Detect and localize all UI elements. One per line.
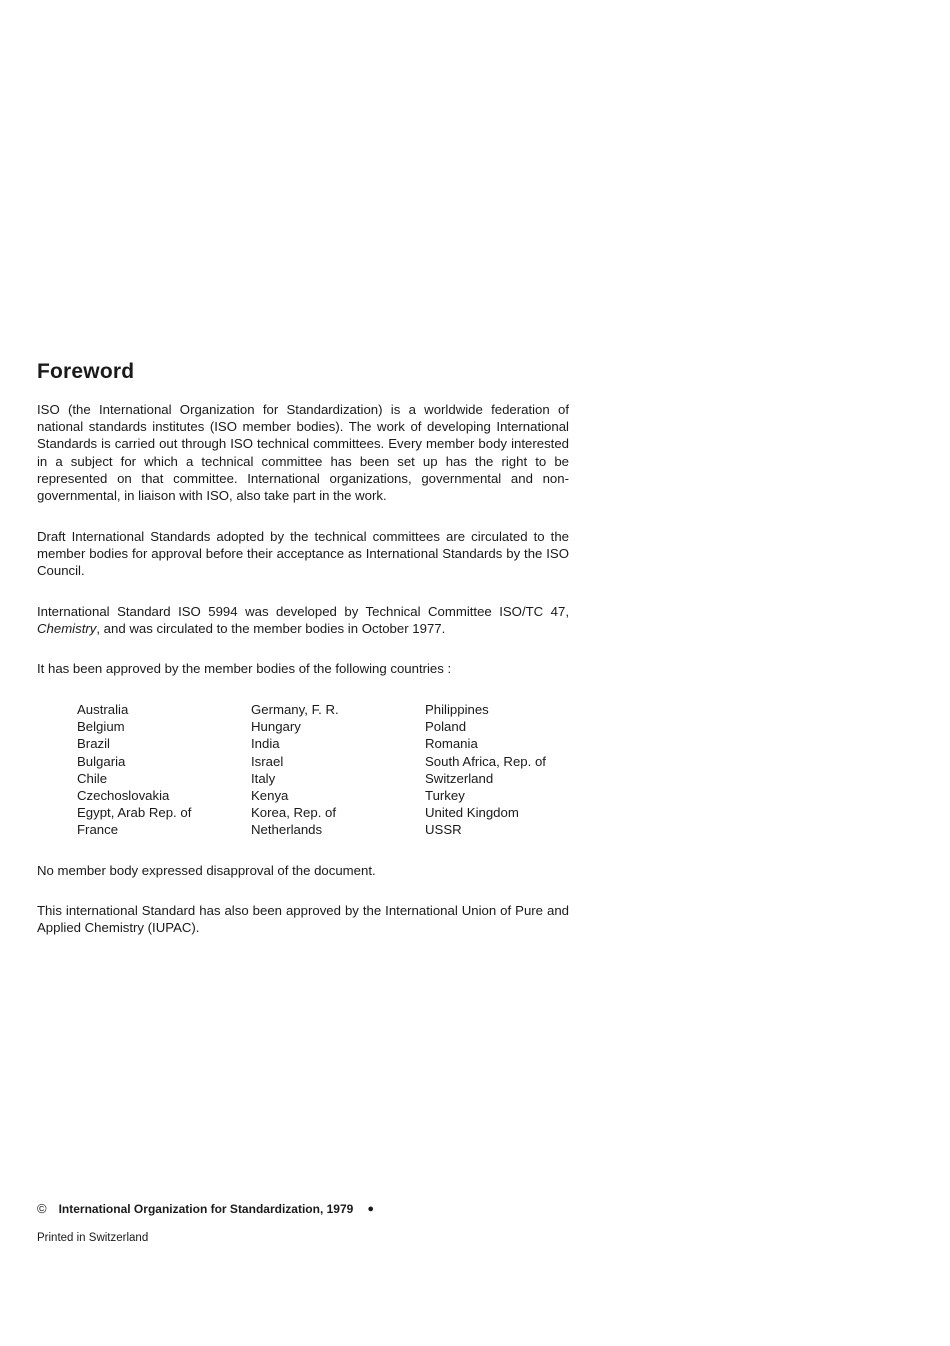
country-column-1: [77, 701, 251, 839]
country-item: France: [77, 822, 119, 838]
country-column-2: [251, 701, 425, 839]
country-item: Brazil: [77, 736, 110, 752]
paragraph-iso-intro: ISO (the International Organization for Standardization) is a worldwide federation of national standards institutes (ISO member bodies). The work of developing International Standards is carried out through ISO technical committees. Every member body interested in a subject for which a technical committee has been set up has the right to be represented on that committee. International organizations, governmental and non-governmental, in liaison with ISO, also take part in the work.: [37, 402, 569, 504]
country-item: Romania: [425, 736, 478, 752]
country-item: India: [251, 736, 280, 752]
country-item: Belgium: [77, 719, 125, 735]
paragraph-draft-standards: Draft International Standards adopted by the technical committees are circulated to the member bodies for approval before their acceptance as International Standards by the ISO Council.: [37, 529, 569, 579]
country-item: Netherlands: [251, 822, 323, 838]
country-item: Italy: [251, 770, 276, 786]
country-item: Germany, F. R.: [251, 702, 339, 717]
paragraph-standard-development-tail: , and was circulated to the member bodies in October 1977.: [96, 621, 446, 637]
country-item: Bulgaria: [77, 753, 126, 769]
paragraph-no-disapproval: No member body expressed disapproval of the document.: [37, 863, 376, 878]
country-item: Egypt, Arab Rep. of: [77, 805, 192, 821]
country-item: Hungary: [251, 719, 301, 735]
copyright-line: [37, 1201, 374, 1216]
country-item: USSR: [425, 822, 462, 838]
committee-name: Chemistry: [37, 621, 97, 637]
bullet-icon: ●: [367, 1202, 374, 1215]
country-item: Israel: [251, 753, 284, 769]
country-item: Philippines: [425, 702, 489, 717]
country-list: [77, 701, 595, 839]
printed-location: Printed in Switzerland: [37, 1232, 149, 1244]
paragraph-approval-intro: It has been approved by the member bodies of the following countries :: [37, 661, 452, 676]
country-item: United Kingdom: [425, 805, 519, 821]
country-item: Czechoslovakia: [77, 788, 170, 804]
country-item: Turkey: [425, 788, 465, 804]
page-title: Foreword: [37, 360, 135, 383]
country-item: South Africa, Rep. of: [425, 753, 546, 769]
country-item: Korea, Rep. of: [251, 805, 337, 821]
copyright-icon: ©: [37, 1201, 47, 1216]
paragraph-iupac-approval: This international Standard has also been approved by the International Union of Pure and Applied Chemistry (IUPAC).: [37, 903, 569, 936]
copyright-text: International Organization for Standardization, 1979: [58, 1201, 354, 1216]
paragraph-standard-development-lead: International Standard ISO 5994 was developed by Technical Committee ISO/TC 47,: [37, 604, 569, 619]
paragraph-standard-development: [37, 603, 569, 637]
country-item: Switzerland: [425, 770, 494, 786]
country-item: Chile: [77, 770, 108, 786]
country-column-3: [425, 701, 595, 839]
country-item: Australia: [77, 702, 129, 717]
country-item: Poland: [425, 719, 467, 735]
country-item: Kenya: [251, 788, 289, 804]
